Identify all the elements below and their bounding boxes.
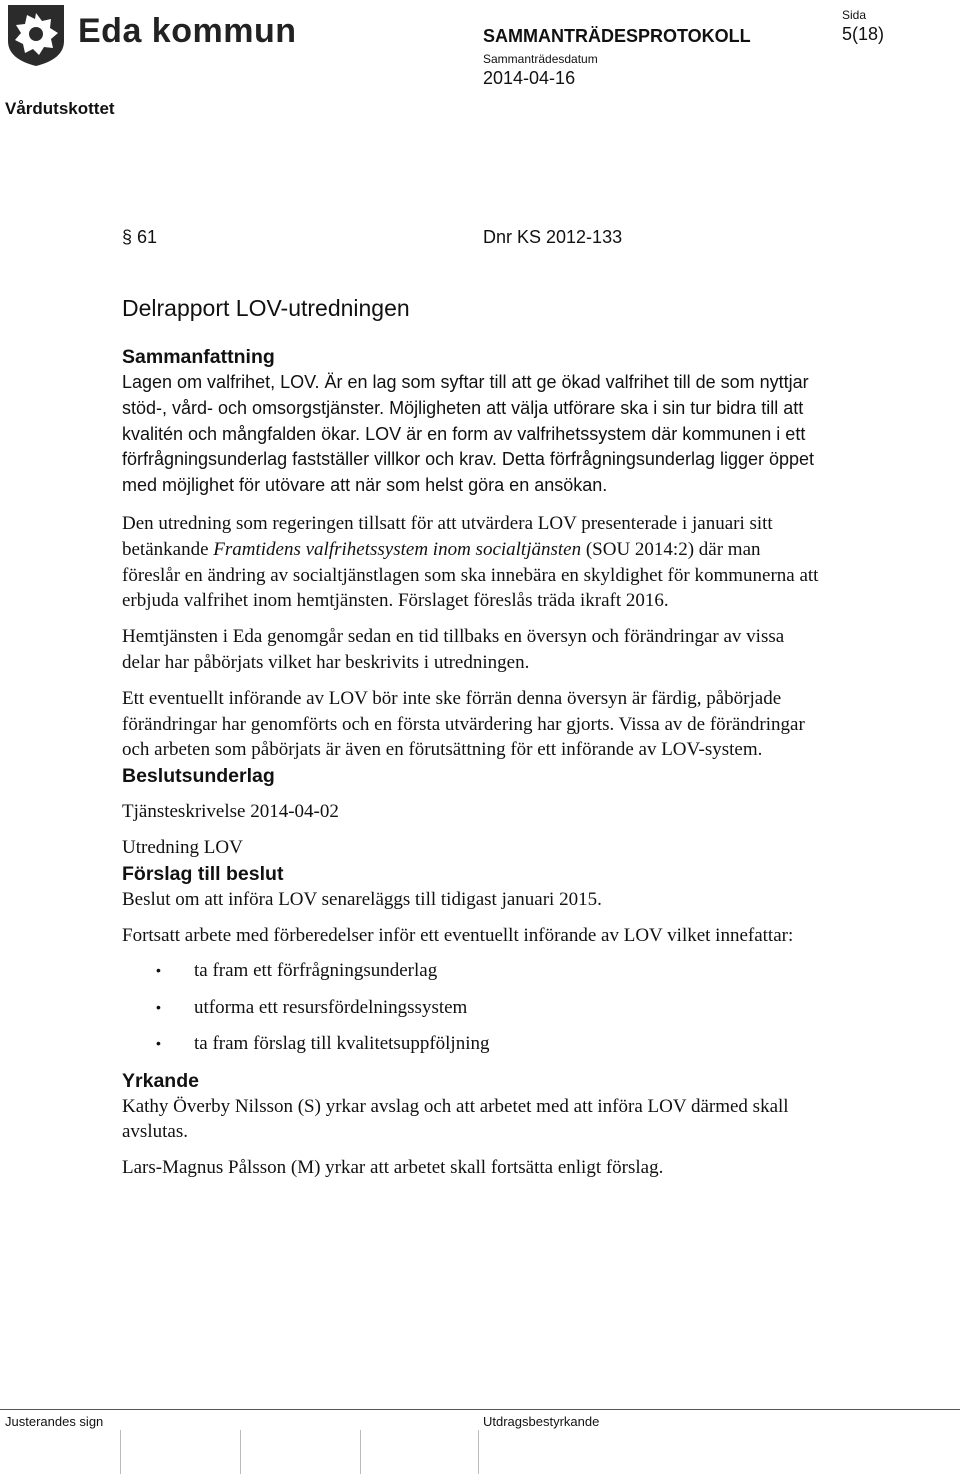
basis-item: Tjänsteskrivelse 2014-04-02 bbox=[122, 801, 339, 823]
proposal-heading: Förslag till beslut bbox=[122, 862, 284, 885]
document-body bbox=[122, 293, 822, 1181]
meeting-date-label: Sammanträdesdatum bbox=[483, 52, 598, 66]
proposal-bullet-list bbox=[122, 958, 822, 1057]
summary-paragraph-2-end: (SOU 2014:2) där man föreslår en ändring av socialtjänstlagen som ska innebära en skyldighet för kommunerna att erbjuda valfrihet inom hemtjänsten. Förslaget föreslås träda ikraft 2016. bbox=[122, 538, 819, 612]
basis-item: Utredning LOV bbox=[122, 836, 243, 858]
summary-intro: Lagen om valfrihet, LOV. Är en lag som syftar till att ge ökad valfrihet till de som nyttjar stöd-, vård- och omsorgstjänster. Möjligheten att välja utförare ska i sin tur bidra till att kvalitén och mångfalden ökar. LOV är en form av valfrihetssystem där kommunen i ett förfrågningsunderlag fastställer villkor och krav. Detta förfrågningsunderlag ligger öppet med möjlighet för utövare att när som helst göra en ansökan. bbox=[122, 372, 815, 496]
certification-label: Utdragsbestyrkande bbox=[483, 1414, 600, 1429]
signature-label: Justerandes sign bbox=[5, 1414, 104, 1429]
bullet-icon: • bbox=[156, 998, 161, 1015]
summary-paragraph-2 bbox=[122, 511, 822, 614]
proposal-paragraph-1: Beslut om att införa LOV senareläggs till tidigast januari 2015. bbox=[122, 888, 602, 910]
coat-of-arms-icon bbox=[6, 3, 66, 67]
list-item: • ta fram ett förfrågningsunderlag bbox=[122, 958, 822, 984]
motions-heading: Yrkande bbox=[122, 1069, 199, 1092]
report-title: Framtidens valfrihetssystem inom socialtjänsten bbox=[213, 538, 582, 560]
summary-paragraph-3: Hemtjänsten i Eda genomgår sedan en tid tillbaks en översyn och förändringar av vissa delar har påbörjats vilket har beskrivits i utredningen. bbox=[122, 626, 785, 673]
page-label: Sida bbox=[842, 8, 867, 22]
page-number: 5(18) bbox=[842, 24, 885, 44]
case-number: Dnr KS 2012-133 bbox=[483, 227, 623, 247]
proposal-paragraph-2: Fortsatt arbete med förberedelser inför ett eventuellt införande av LOV vilket innefattar: bbox=[122, 924, 794, 946]
bullet-icon: • bbox=[156, 1035, 161, 1052]
motion-paragraph-2: Lars-Magnus Pålsson (M) yrkar att arbetet skall fortsätta enligt förslag. bbox=[122, 1157, 664, 1179]
document-type: SAMMANTRÄDESPROTOKOLL bbox=[483, 26, 751, 46]
meeting-date: 2014-04-16 bbox=[483, 68, 576, 88]
motion-paragraph-1: Kathy Överby Nilsson (S) yrkar avslag och att arbetet med att införa LOV därmed skall avslutas. bbox=[122, 1095, 789, 1143]
bullet-icon: • bbox=[156, 962, 161, 979]
summary-paragraph-4: Ett eventuellt införande av LOV bör inte ske förrän denna översyn är färdig, påbörjade förändringar har genomförts och en första utvärdering har gjorts. Vissa av de förändringar och arbeten som påbörjats är även en förutsättning för ett införande av LOV-system. bbox=[122, 687, 805, 761]
committee-name: Vårdutskottet bbox=[5, 99, 115, 118]
basis-heading: Beslutsunderlag bbox=[122, 765, 275, 788]
logo-text: Eda kommun bbox=[78, 12, 297, 50]
signature-box-divider bbox=[120, 1430, 121, 1474]
section-number: § 61 bbox=[122, 227, 158, 247]
summary-paragraph-2-start: Den utredning som regeringen tillsatt för att utvärdera LOV presenterade i januari sitt betänkande bbox=[122, 512, 773, 560]
list-item: • utforma ett resursfördelningssystem bbox=[122, 995, 822, 1021]
signature-box-divider bbox=[360, 1430, 361, 1474]
case-title: Delrapport LOV-utredningen bbox=[122, 295, 410, 321]
summary-heading: Sammanfattning bbox=[122, 346, 275, 368]
signature-box-divider bbox=[240, 1430, 241, 1474]
signature-box-divider bbox=[478, 1430, 479, 1474]
municipality-logo bbox=[6, 3, 66, 67]
list-item: • ta fram förslag till kvalitetsuppföljning bbox=[122, 1031, 822, 1057]
footer-divider bbox=[0, 1409, 960, 1410]
